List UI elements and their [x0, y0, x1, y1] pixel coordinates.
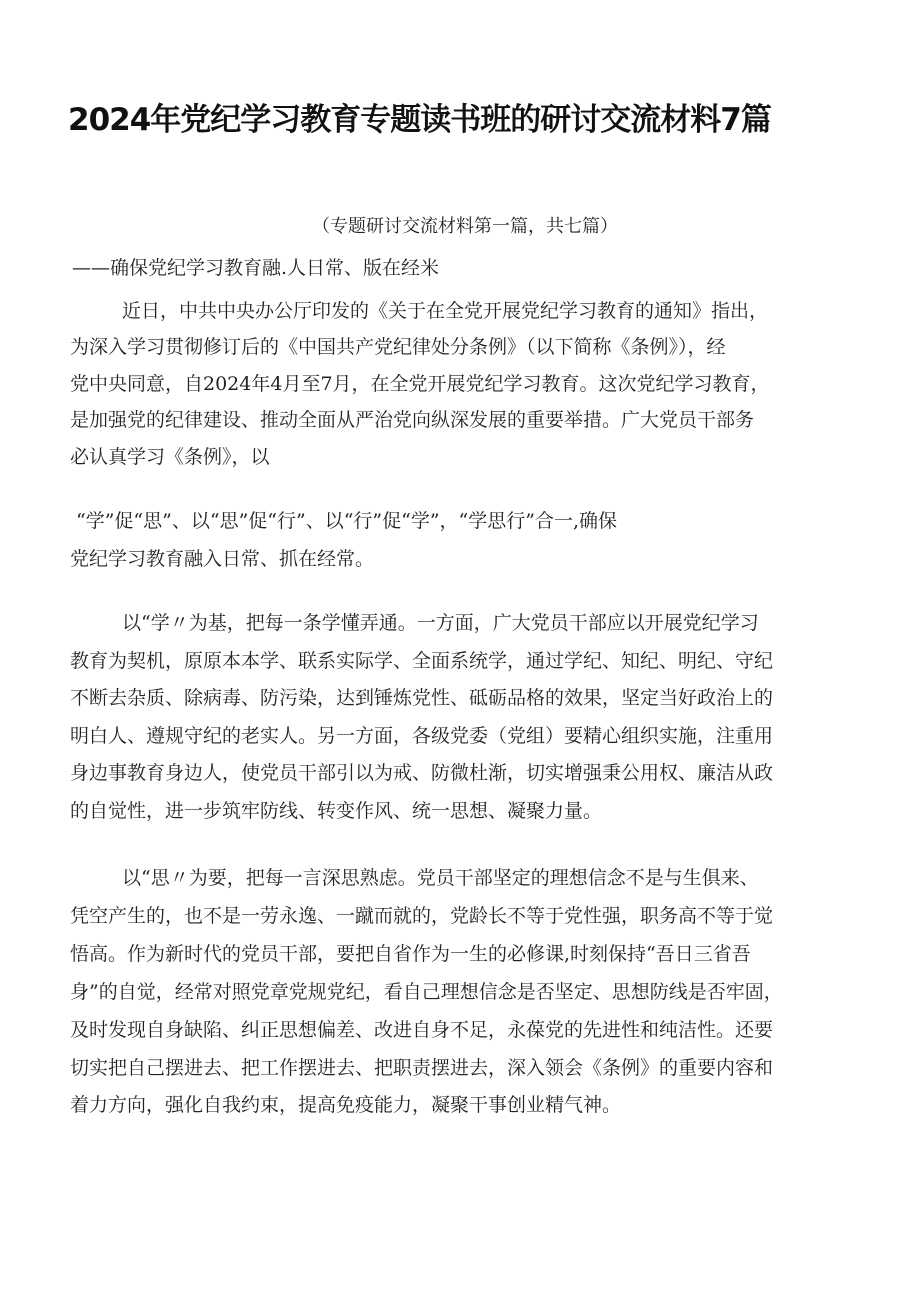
document-title: 2024年党纪学习教育专题读书班的研讨交流材料7篇: [68, 102, 771, 138]
paragraph-line: 近日，中共中央办公厅印发的《关于在全党开展党纪学习教育的通知》指出，: [122, 300, 769, 322]
paragraph-line: 以“学〃为基，把每一条学懂弄通。一方面，广大党员干部应以开展党纪学习: [122, 612, 759, 634]
paragraph-line: 是加强党的纪律建设、推动全面从严治党向纵深发展的重要举措。广大党员干部务: [70, 409, 755, 431]
paragraph-line: 切实把自己摆进去、把工作摆进去、把职责摆进去，深入领会《条例》的重要内容和: [70, 1057, 774, 1079]
paragraph-line: 及时发现自身缺陷、纠正思想偏差、改进自身不足，永葆党的先进性和纯洁性。还要: [70, 1019, 774, 1041]
paragraph-line: 身”的自觉，经常对照党章党规党纪，看自己理想信念是否坚定、思想防线是否牢固，: [70, 981, 783, 1003]
paragraph-line: “学”促“思”、以“思”促“行”、以“行”促“学”，“学思行”合一,确保: [76, 510, 618, 532]
paragraph-line: 凭空产生的，也不是一劳永逸、一蹴而就的，党龄长不等于党性强，职务高不等于觉: [70, 905, 774, 927]
paragraph-line: 明白人、遵规守纪的老实人。另一方面，各级党委（党组）要精心组织实施，注重用: [70, 725, 774, 747]
dash-heading: ——确保党纪学习教育融.人日常、版在经米: [72, 257, 440, 279]
paragraph-line: 必认真学习《条例》，以: [70, 446, 270, 468]
subtitle-note: （专题研讨交流材料第一篇，共七篇）: [312, 216, 618, 237]
paragraph-line: 党中央同意，自2024年4月至7月，在全党开展党纪学习教育。这次党纪学习教育，: [70, 373, 770, 395]
paragraph-line: 不断去杂质、除病毒、防污染，达到锤炼党性、砥砺品格的效果，坚定当好政治上的: [70, 687, 774, 709]
paragraph-line: 教育为契机，原原本本学、联系实际学、全面系统学，通过学纪、知纪、明纪、守纪: [70, 650, 774, 672]
paragraph-line: 党纪学习教育融入日常、抓在经常。: [70, 548, 375, 570]
paragraph-line: 着力方向，强化自我约束，提高免疫能力，凝聚干事创业精气神。: [70, 1094, 622, 1116]
paragraph-line: 为深入学习贯彻修订后的《中国共产党纪律处分条例》（以下简称《条例》），经: [70, 336, 726, 358]
paragraph-line: 以“思〃为要，把每一言深思熟虑。党员干部坚定的理想信念不是与生俱来、: [122, 867, 759, 889]
paragraph-line: 悟高。作为新时代的党员干部，要把自省作为一生的必修课,时刻保持“吾日三省吾: [70, 943, 751, 965]
paragraph-line: 身边事教育身边人，使党员干部引以为戒、防微杜渐，切实增强秉公用权、廉洁从政: [70, 762, 774, 784]
paragraph-line: 的自觉性，进一步筑牢防线、转变作风、统一思想、凝聚力量。: [70, 800, 603, 822]
